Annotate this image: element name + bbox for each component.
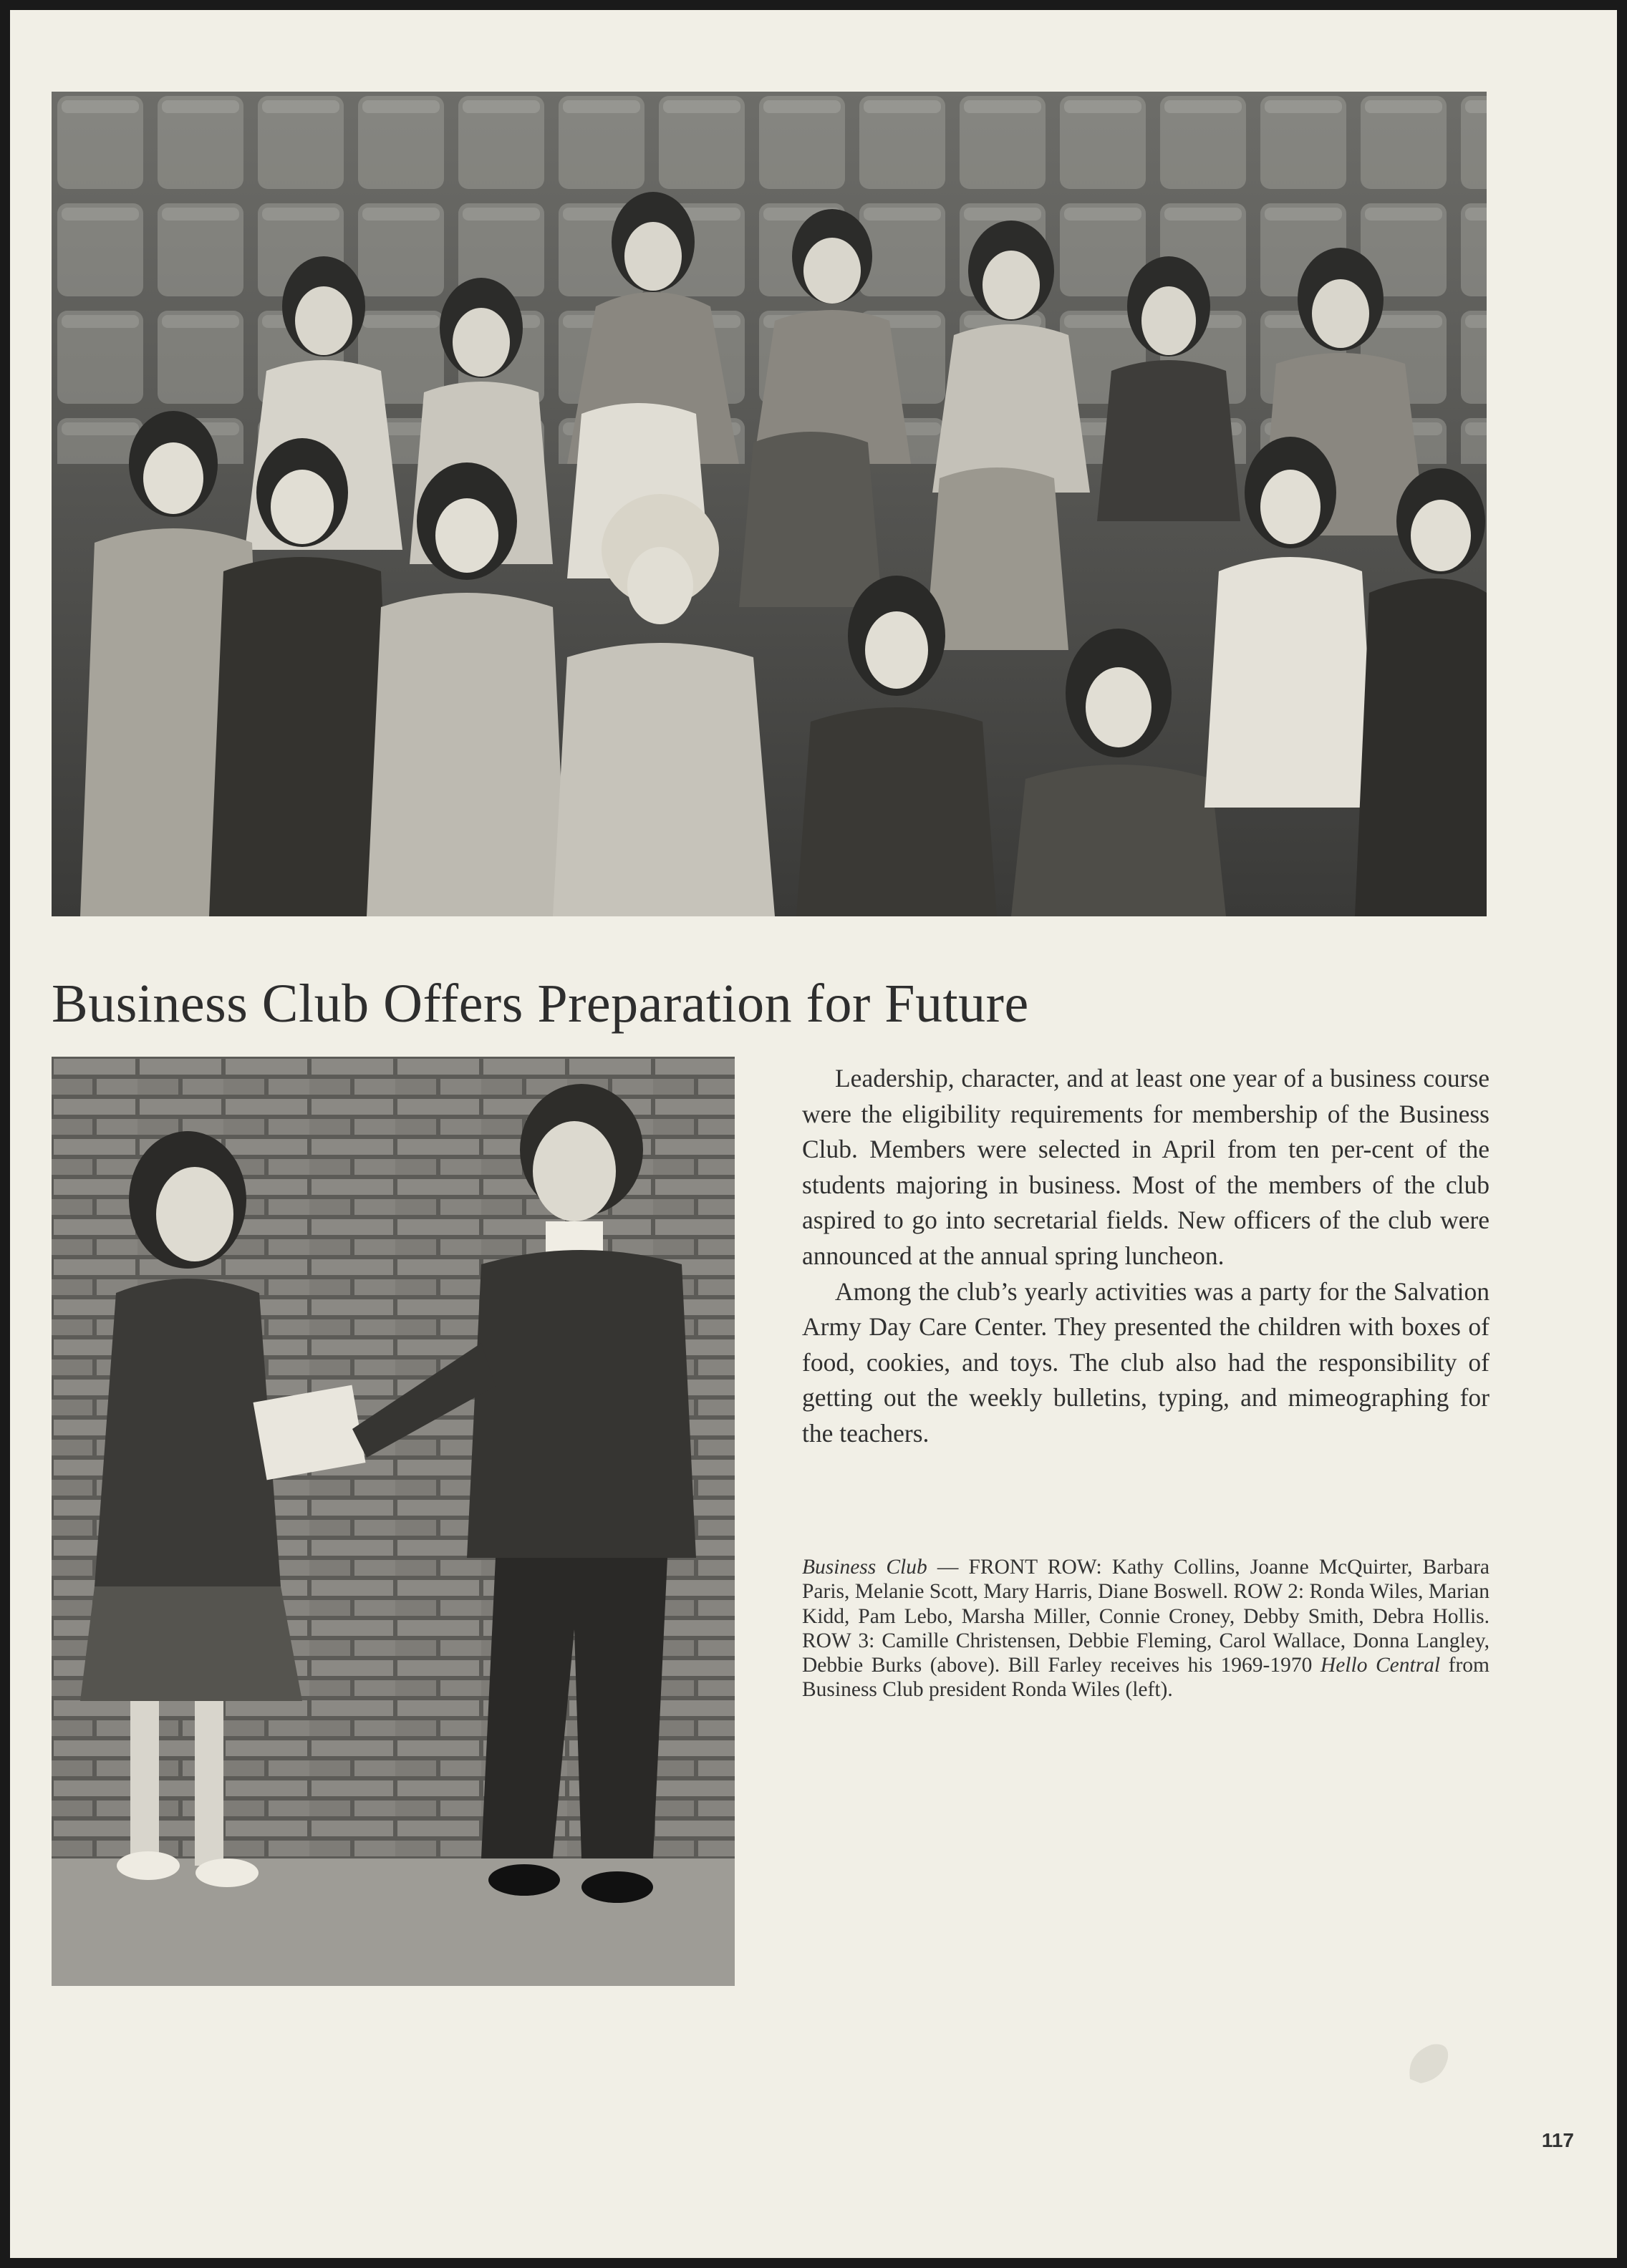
article-headline: Business Club Offers Preparation for Future — [52, 974, 1029, 1034]
caption-photo-text-after: from Business Club president Ronda Wiles (left). — [802, 1654, 1490, 1702]
yearbook-page — [10, 10, 1617, 2258]
caption-photo-text-before: Bill Farley receives his 1969-1970 — [1000, 1654, 1321, 1677]
article-paragraph-1: Leadership, character, and at least one year of a business course were the eligibility requirements for membership of the Business Club. Members were selected in April from ten per-cent of the students majoring in business. Most of the members of the club aspired to go into secretarial fields. New officers of the club were announced at the annual spring luncheon. — [802, 1064, 1490, 1270]
yearbook-handoff-photo — [52, 1057, 735, 1986]
group-photo-illustration — [52, 92, 1487, 916]
article-body — [802, 1061, 1490, 1452]
caption-club-name: Business Club — [802, 1556, 927, 1579]
caption-rows: — FRONT ROW: Kathy Collins, Joanne McQuirter, Barbara Paris, Melanie Scott, Mary Harris, Diane Boswell. ROW 2: Ronda Wiles, Marian Kidd, Pam Lebo, Marsha Miller, Connie Croney, Debby Smith, Debra Hollis. ROW 3: Camille Christensen, Debbie Fleming, Carol Wallace, Donna Langley, Debbie Burks (above). — [802, 1556, 1490, 1677]
page-number: 117 — [1541, 2129, 1574, 2151]
caption-book-title: Hello Central — [1320, 1654, 1441, 1677]
group-portrait-photo — [52, 92, 1487, 916]
handoff-photo-illustration — [52, 1057, 735, 1986]
photo-caption — [802, 1555, 1490, 1702]
article-paragraph-2: Among the club’s yearly activities was a party for the Salvation Army Day Care Center. They presented the children with boxes of food, cookies, and toys. The club also had the responsibility of getting out the weekly bulletins, typing, and mimeographing for the teachers. — [802, 1276, 1490, 1448]
leaf-smudge-icon — [1399, 2036, 1457, 2093]
